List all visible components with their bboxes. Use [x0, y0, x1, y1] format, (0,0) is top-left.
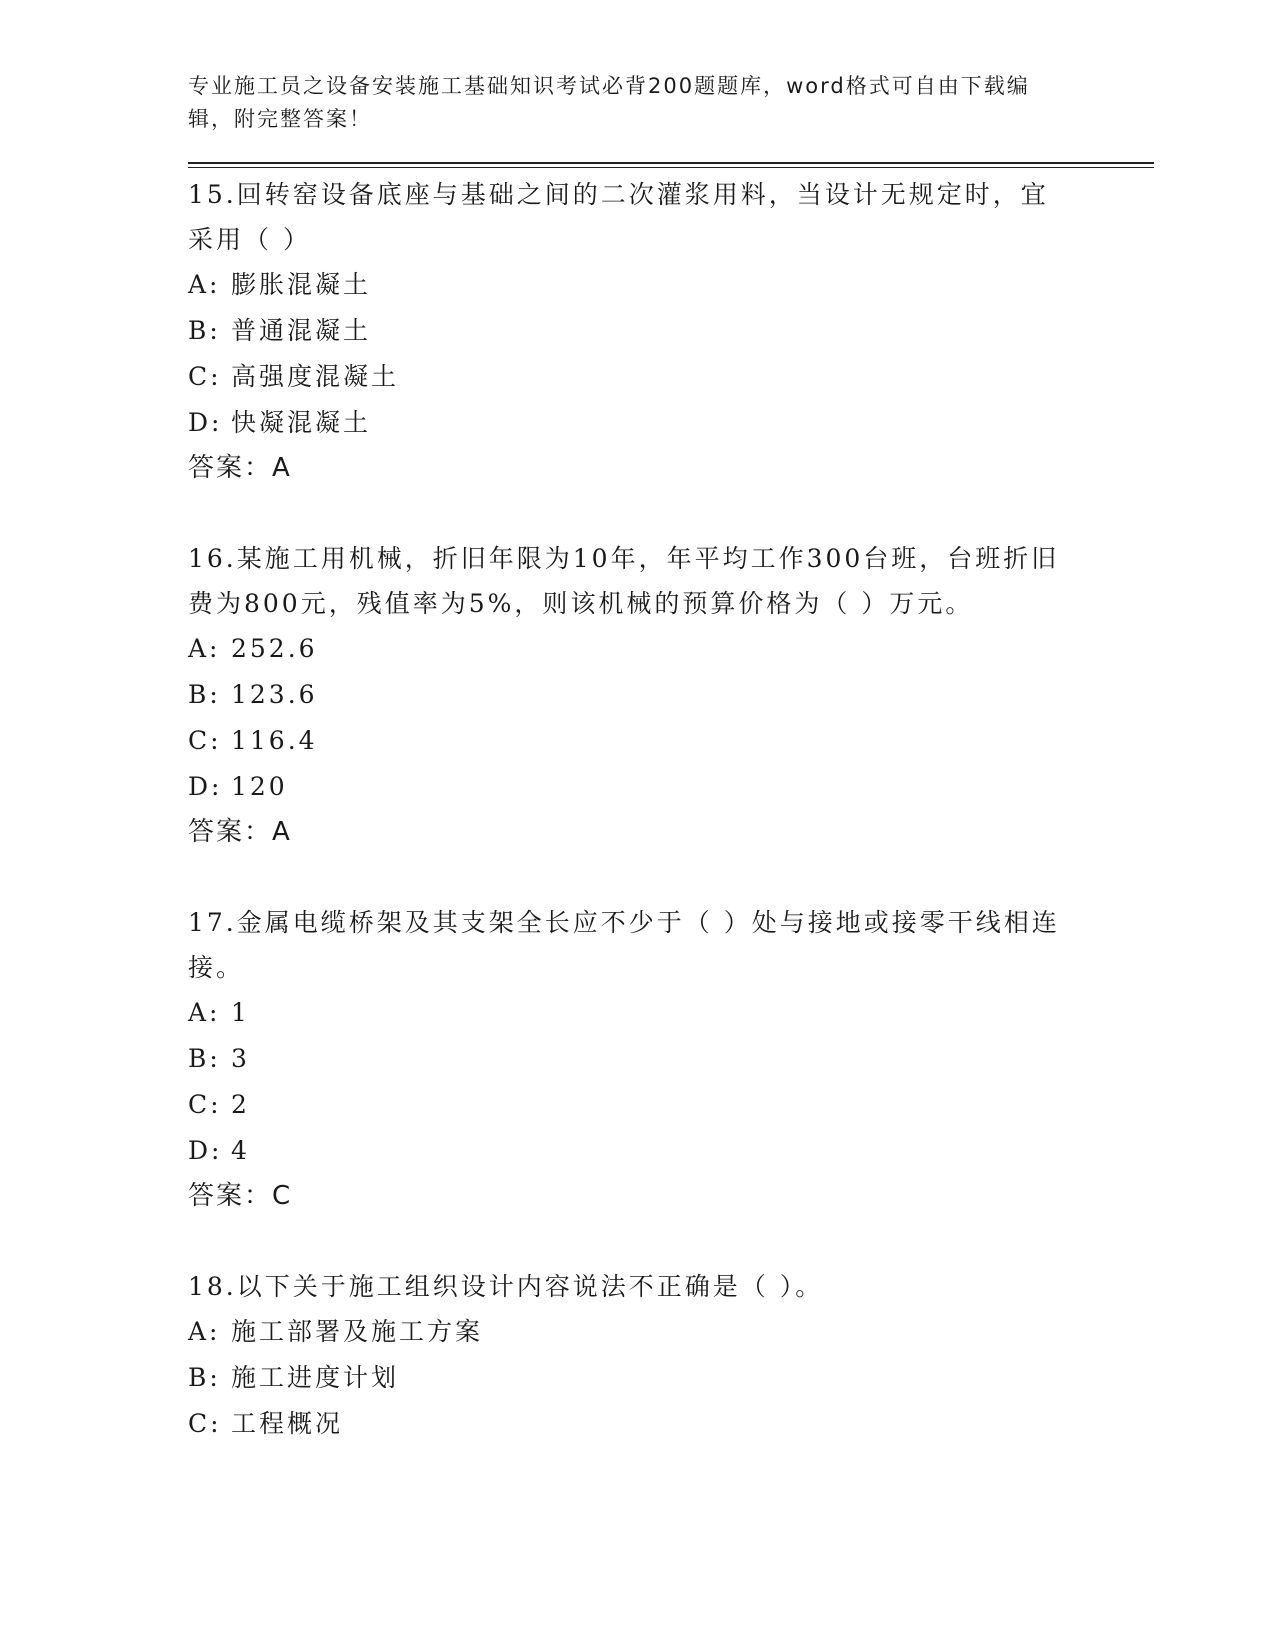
- option-b: [188, 308, 1154, 354]
- question-stem: 16.某施工用机械，折旧年限为10年，年平均工作300台班，台班折旧费为800元，残值率为5%，则该机械的预算价格为（ ）万元。: [188, 544, 1060, 618]
- option-text: 高强度混凝土: [231, 362, 400, 391]
- answer-line: 答案：C: [188, 1181, 293, 1211]
- header-divider: [188, 162, 1154, 168]
- option-key: B:: [188, 1044, 221, 1073]
- question-17: [188, 900, 1154, 1218]
- option-c: [188, 718, 1154, 764]
- option-key: A:: [188, 1317, 221, 1346]
- option-text: 膨胀混凝土: [231, 270, 372, 299]
- option-key: B:: [188, 680, 221, 709]
- question-stem: 18.以下关于施工组织设计内容说法不正确是（ ）。: [188, 1272, 824, 1301]
- option-text: 116.4: [231, 726, 318, 755]
- option-key: A:: [188, 998, 221, 1027]
- option-text: 252.6: [231, 634, 318, 663]
- question-stem: 17.金属电缆桥架及其支架全长应不少于（ ）处与接地或接零干线相连接。: [188, 908, 1060, 982]
- option-b: [188, 1036, 1154, 1082]
- option-text: 施工部署及施工方案: [231, 1317, 484, 1346]
- answer-line: 答案：A: [188, 817, 292, 847]
- option-text: 4: [231, 1136, 250, 1165]
- document-page: [188, 70, 1154, 1493]
- answer-line: 答案：A: [188, 453, 292, 483]
- option-key: C:: [188, 1090, 222, 1119]
- question-16: [188, 536, 1154, 854]
- option-c: [188, 1082, 1154, 1128]
- option-key: A:: [188, 270, 221, 299]
- document-header: 专业施工员之设备安装施工基础知识考试必背200题题库，word格式可自由下载编辑，附完整答案！: [188, 74, 1030, 131]
- option-text: 快凝混凝土: [231, 408, 372, 437]
- option-a: [188, 1309, 1154, 1355]
- option-text: 120: [231, 772, 288, 801]
- option-a: [188, 262, 1154, 308]
- option-text: 3: [231, 1044, 250, 1073]
- option-key: C:: [188, 362, 222, 391]
- question-18: [188, 1264, 1154, 1447]
- option-key: C:: [188, 726, 222, 755]
- option-a: [188, 990, 1154, 1036]
- option-key: D:: [188, 408, 223, 437]
- option-c: [188, 1401, 1154, 1447]
- option-key: B:: [188, 316, 221, 345]
- divider-thick-line: [188, 162, 1154, 164]
- option-c: [188, 354, 1154, 400]
- option-text: 工程概况: [231, 1409, 344, 1438]
- option-text: 123.6: [231, 680, 318, 709]
- option-key: A:: [188, 634, 221, 663]
- question-stem: 15.回转窑设备底座与基础之间的二次灌浆用料，当设计无规定时，宜采用（ ）: [188, 180, 1049, 254]
- divider-thin-line: [188, 167, 1154, 168]
- option-text: 施工进度计划: [231, 1363, 400, 1392]
- option-d: [188, 400, 1154, 446]
- option-a: [188, 626, 1154, 672]
- option-text: 2: [231, 1090, 250, 1119]
- option-key: D:: [188, 772, 223, 801]
- question-15: [188, 172, 1154, 490]
- option-b: [188, 672, 1154, 718]
- option-d: [188, 1128, 1154, 1174]
- option-b: [188, 1355, 1154, 1401]
- option-text: 普通混凝土: [231, 316, 372, 345]
- question-list: [188, 172, 1154, 1447]
- option-d: [188, 764, 1154, 810]
- option-key: B:: [188, 1363, 221, 1392]
- option-text: 1: [231, 998, 250, 1027]
- option-key: D:: [188, 1136, 223, 1165]
- option-key: C:: [188, 1409, 222, 1438]
